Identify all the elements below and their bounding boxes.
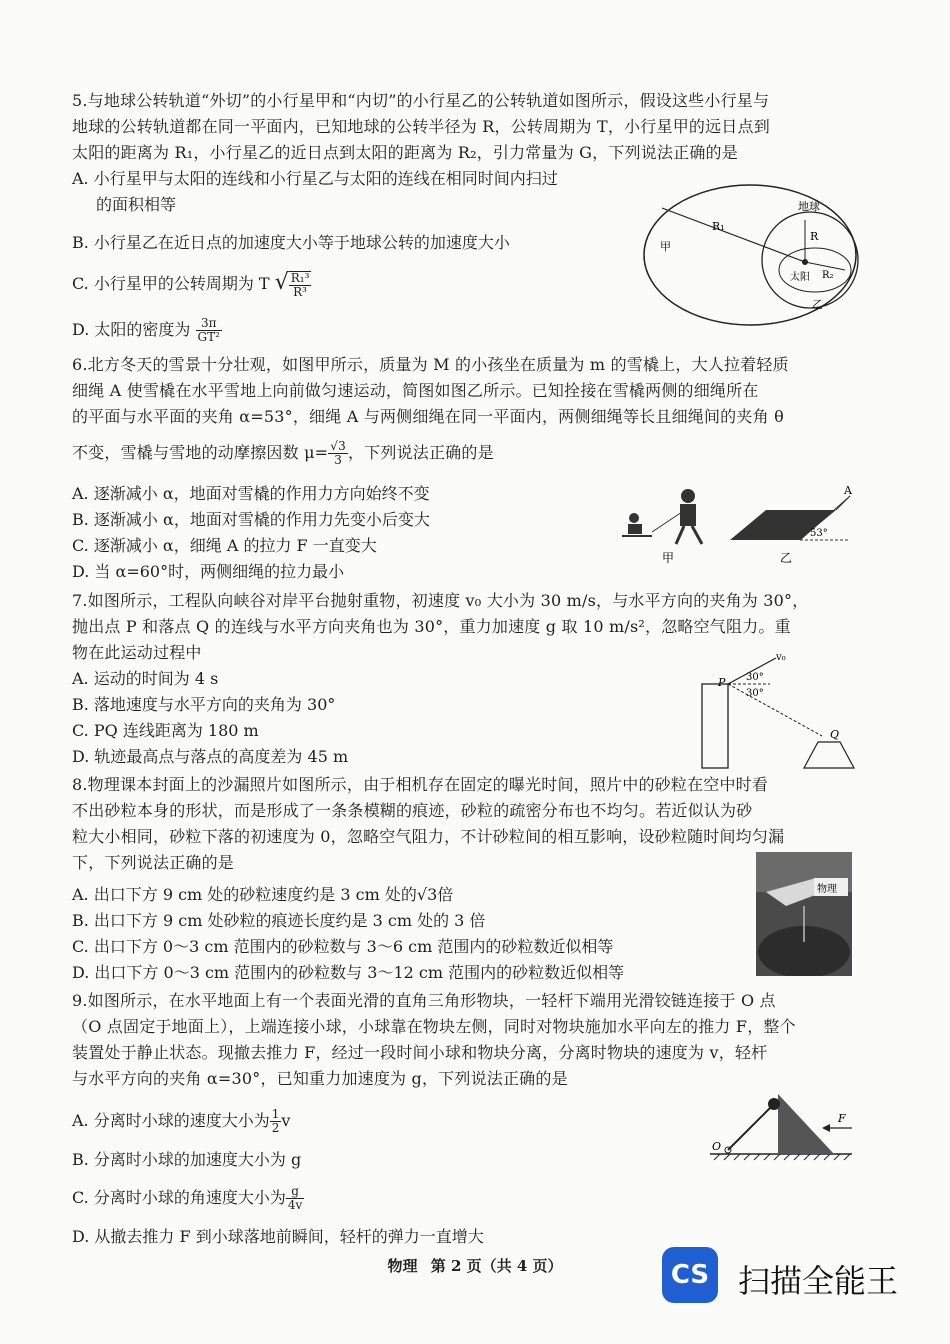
- q5-option-a-cont: 的面积相等: [96, 195, 177, 214]
- q8-option-a: [72, 882, 852, 908]
- q5-stem-line-2: 地球的公转轨道都在同一平面内，已知地球的公转半径为 R，公转周期为 T，小行星甲的远日点到: [72, 117, 770, 136]
- q9-option-d: D. 从撤去推力 F 到小球落地前瞬间，轻杆的弹力一直增大: [72, 1227, 484, 1246]
- q6-option-b: B. 逐渐减小 α，地面对雪橇的作用力先变小后变大: [72, 510, 430, 529]
- q5-fig-r1-label: R₁: [712, 220, 725, 233]
- q7-fig-q-label: Q: [830, 728, 840, 741]
- q6-stem-line-4-text: 不变，雪橇与雪地的动摩擦因数 μ=: [72, 443, 329, 462]
- q9-option-c-text: C. 分离时小球的角速度大小为: [72, 1188, 286, 1207]
- q8-option-a-text: A. 出口下方 9 cm 处的砂粒速度约是 3 cm 处的: [72, 885, 417, 904]
- q7-fig-p-label: P: [718, 676, 726, 689]
- q6-option-a: A. 逐渐减小 α，地面对雪橇的作用力方向始终不变: [72, 484, 430, 503]
- q8-stem-line-3: 粒大小相同，砂粒下落的初速度为 0，忽略空气阻力，不计砂粒间的相互影响，设砂粒随时间均匀漏: [72, 827, 785, 846]
- q5-fig-r2-label: R₂: [822, 270, 834, 281]
- q6-mu-fraction: $\frac{√3}{3}$: [330, 439, 346, 467]
- q9-stem-line-3: 装置处于静止状态。现撤去推力 F，经过一段时间小球和物块分离，分离时物块的速度为 v，轻杆: [72, 1043, 768, 1062]
- q9-stem-line-1: 9.如图所示，在水平地面上有一个表面光滑的直角三角形物块，一轻杆下端用光滑铰链连接于 O 点: [72, 991, 776, 1010]
- question-8: [72, 772, 852, 986]
- q8-option-b: B. 出口下方 9 cm 处砂粒的痕迹长度约是 3 cm 处的 3 倍: [72, 911, 486, 930]
- q5-option-a: A. 小行星甲与太阳的连线和小行星乙与太阳的连线在相同时间内扫过: [72, 169, 558, 188]
- q9-option-b: B. 分离时小球的加速度大小为 g: [72, 1150, 302, 1169]
- q7-option-c: C. PQ 连线距离为 180 m: [72, 721, 259, 740]
- q5-stem-line-1: 5.与地球公转轨道“外切”的小行星甲和“内切”的小行星乙的公转轨道如图所示，假设这些小行星与: [72, 91, 770, 110]
- q9-option-a-fraction: $\frac{1}{2}$: [271, 1107, 280, 1135]
- q8-stem-line-1: 8.物理课本封面上的沙漏照片如图所示，由于相机存在固定的曝光时间，照片中的砂粒在空中时看: [72, 775, 769, 794]
- q5-option-d-fraction: $\frac{3\pi}{\text{GT²}}$: [197, 315, 220, 344]
- q9-option-a-text: A. 分离时小球的速度大小为: [72, 1111, 270, 1130]
- q8-option-c: C. 出口下方 0～3 cm 范围内的砂粒数与 3～6 cm 范围内的砂粒数近似相等: [72, 937, 614, 956]
- q6-stem-line-1: 6.北方冬天的雪景十分壮观，如图甲所示，质量为 M 的小孩坐在质量为 m 的雪橇上，大人拉着轻质: [72, 355, 789, 374]
- q6-stem-line-2: 细绳 A 使雪橇在水平雪地上向前做匀速运动，简图如图乙所示。已知拴接在雪橇两侧的细绳所在: [72, 381, 759, 400]
- q9-option-a-suffix: v: [281, 1111, 291, 1130]
- q8-hourglass-photo: [756, 852, 852, 976]
- q7-fig-angle1-label: 30°: [746, 672, 764, 683]
- q5-fig-yi-label: 乙: [812, 298, 823, 311]
- q7-fig-angle2-label: 30°: [746, 688, 764, 699]
- q6-stem-line-4-suffix: ，下列说法正确的是: [347, 443, 494, 462]
- q6-stem-line-3: 的平面与水平面的夹角 α=53°，细绳 A 与两侧细绳在同一平面内，两侧细绳等长且细绳间的夹角 θ: [72, 407, 784, 426]
- q5-fig-r-label: R: [810, 230, 819, 243]
- q5-fig-sun-label: 太阳: [790, 272, 810, 283]
- q5-option-b: B. 小行星乙在近日点的加速度大小等于地球公转的加速度大小: [72, 233, 510, 252]
- camscanner-logo-icon: CS: [662, 1247, 718, 1303]
- q8-stem-line-2: 不出砂粒本身的形状，而是形成了一条条模糊的痕迹，砂粒的疏密分布也不均匀。若近似认为砂: [72, 801, 753, 820]
- q5-option-c: C. 小行星甲的公转周期为 T √ $\frac{\text{R₁³}}{\text{R³}}$: [72, 270, 310, 299]
- q9-option-c: [72, 1185, 852, 1212]
- q7-stem-line-1: 7.如图所示，工程队向峡谷对岸平台抛射重物，初速度 v₀ 大小为 30 m/s，与水平方向的夹角为 30°，: [72, 591, 809, 610]
- q6-option-d: D. 当 α=60°时，两侧细绳的拉力最小: [72, 562, 345, 581]
- q7-fig-v0-label: v₀: [776, 652, 786, 663]
- q9-stem-line-4: 与水平方向的夹角 α=30°，已知重力加速度为 g，下列说法正确的是: [72, 1069, 568, 1088]
- q7-stem-line-3: 物在此运动过程中: [72, 643, 202, 662]
- q6-stem-line-4: [72, 440, 852, 467]
- q8-stem-line-4: 下，下列说法正确的是: [72, 853, 235, 872]
- footer-subject: 物理: [387, 1257, 418, 1275]
- q6-fig-angle-label: 53°: [810, 528, 828, 539]
- q5-option-d-text: D. 太阳的密度为: [72, 319, 191, 339]
- q9-option-c-fraction: $\frac{g}{4v}$: [287, 1184, 303, 1212]
- q7-option-a: A. 运动的时间为 4 s: [72, 669, 219, 688]
- q9-stem-line-2: （O 点固定于地面上），上端连接小球，小球靠在物块左侧，同时对物块施加水平向左的推力 F，整个: [72, 1017, 796, 1036]
- q8-option-d: D. 出口下方 0～3 cm 范围内的砂粒数与 3～12 cm 范围内的砂粒数近似相等: [72, 963, 625, 982]
- q7-option-d: D. 轨迹最高点与落点的高度差为 45 m: [72, 747, 349, 766]
- q5-fig-earth-label: 地球: [798, 200, 820, 213]
- q9-fig-f-label: F: [838, 1112, 846, 1125]
- footer-page-number: 第 2 页（共 4 页）: [430, 1257, 563, 1275]
- q8-option-a-suffix: 倍: [437, 885, 454, 904]
- q9-wedge-figure: [706, 1088, 856, 1166]
- q6-fig-yi-label: 乙: [780, 551, 793, 565]
- q5-stem-line-3: 太阳的距离为 R₁，小行星乙的近日点到太阳的距离为 R₂，引力常量为 G，下列说法正确的是: [72, 143, 738, 162]
- q9-fig-o-label: O: [712, 1140, 722, 1153]
- q7-projectile-figure: [690, 650, 860, 770]
- q8-option-a-root: √3: [416, 885, 438, 904]
- q6-fig-a-label: A: [844, 484, 852, 497]
- q5-fig-jia-label: 甲: [660, 240, 671, 253]
- q7-option-b: B. 落地速度与水平方向的夹角为 30°: [72, 695, 336, 714]
- q8-fig-book-label: 物理: [817, 884, 837, 895]
- q6-option-c: C. 逐渐减小 α，细绳 A 的拉力 F 一直变大: [72, 536, 377, 555]
- q7-stem-line-2: 抛出点 P 和落点 Q 的连线与水平方向夹角也为 30°，重力加速度 g 取 10 m/s²，忽略空气阻力。重: [72, 617, 791, 636]
- q6-sled-figure: [618, 478, 858, 568]
- q5-option-c-text: C. 小行星甲的公转周期为 T: [72, 274, 270, 293]
- q6-fig-jia-label: 甲: [662, 551, 675, 565]
- camscanner-watermark-text: 扫描全能王: [738, 1262, 899, 1300]
- q5-option-c-fraction: $\frac{\text{R₁³}}{\text{R³}}$: [290, 270, 310, 299]
- q5-orbit-figure: [640, 180, 860, 330]
